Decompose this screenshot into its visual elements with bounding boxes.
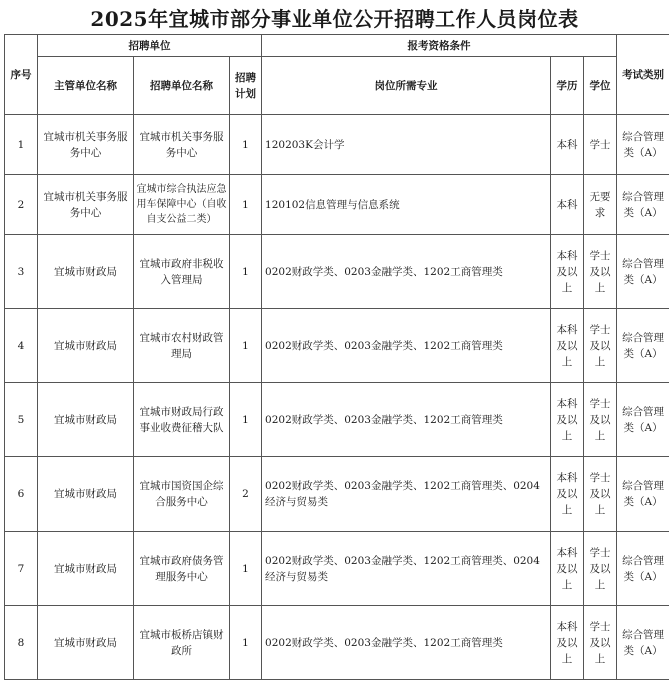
table-row <box>5 115 669 175</box>
cell-major: 0202财政学类、0203金融学类、1202工商管理类、0204经济与贸易类 <box>262 532 551 606</box>
cell-education: 本科及以上 <box>551 309 584 383</box>
cell-education: 本科及以上 <box>551 606 584 680</box>
cell-exam: 综合管理类（A） <box>617 383 669 457</box>
positions-table <box>4 34 669 680</box>
header-plan: 招聘计划 <box>230 57 262 115</box>
cell-seq: 1 <box>5 115 38 175</box>
table-row <box>5 606 669 680</box>
cell-unit: 宜城市政府非税收入管理局 <box>134 235 230 309</box>
cell-plan: 1 <box>230 115 262 175</box>
header-degree: 学位 <box>584 57 617 115</box>
cell-seq: 6 <box>5 457 38 532</box>
cell-plan: 1 <box>230 532 262 606</box>
table-row <box>5 383 669 457</box>
header-seq: 序号 <box>5 35 38 115</box>
cell-supervisor: 宜城市财政局 <box>38 383 134 457</box>
cell-major: 120102信息管理与信息系统 <box>262 175 551 235</box>
table-row <box>5 532 669 606</box>
cell-seq: 7 <box>5 532 38 606</box>
cell-major: 120203K会计学 <box>262 115 551 175</box>
cell-degree: 学士及以上 <box>584 235 617 309</box>
cell-plan: 1 <box>230 606 262 680</box>
cell-unit: 宜城市板桥店镇财政所 <box>134 606 230 680</box>
cell-plan: 1 <box>230 175 262 235</box>
cell-education: 本科及以上 <box>551 235 584 309</box>
page-title: 2025年宜城市部分事业单位公开招聘工作人员岗位表 <box>90 7 579 31</box>
table-row <box>5 309 669 383</box>
cell-education: 本科及以上 <box>551 532 584 606</box>
cell-degree: 学士及以上 <box>584 457 617 532</box>
cell-supervisor: 宜城市财政局 <box>38 457 134 532</box>
cell-degree: 无要求 <box>584 175 617 235</box>
cell-exam: 综合管理类（A） <box>617 309 669 383</box>
cell-supervisor: 宜城市机关事务服务中心 <box>38 115 134 175</box>
cell-exam: 综合管理类（A） <box>617 606 669 680</box>
header-unit: 招聘单位名称 <box>134 57 230 115</box>
cell-plan: 2 <box>230 457 262 532</box>
cell-education: 本科及以上 <box>551 457 584 532</box>
cell-degree: 学士及以上 <box>584 309 617 383</box>
cell-supervisor: 宜城市财政局 <box>38 532 134 606</box>
cell-major: 0202财政学类、0203金融学类、1202工商管理类 <box>262 235 551 309</box>
cell-major: 0202财政学类、0203金融学类、1202工商管理类、0204经济与贸易类 <box>262 457 551 532</box>
cell-major: 0202财政学类、0203金融学类、1202工商管理类 <box>262 309 551 383</box>
cell-unit: 宜城市综合执法应急用车保障中心（自收自支公益二类） <box>134 175 230 235</box>
cell-exam: 综合管理类（A） <box>617 175 669 235</box>
cell-exam: 综合管理类（A） <box>617 457 669 532</box>
header-education: 学历 <box>551 57 584 115</box>
cell-unit: 宜城市财政局行政事业收费征稽大队 <box>134 383 230 457</box>
header-major: 岗位所需专业 <box>262 57 551 115</box>
cell-exam: 综合管理类（A） <box>617 235 669 309</box>
cell-seq: 4 <box>5 309 38 383</box>
cell-supervisor: 宜城市财政局 <box>38 606 134 680</box>
cell-exam: 综合管理类（A） <box>617 115 669 175</box>
cell-degree: 学士及以上 <box>584 606 617 680</box>
cell-major: 0202财政学类、0203金融学类、1202工商管理类 <box>262 606 551 680</box>
cell-seq: 2 <box>5 175 38 235</box>
cell-seq: 8 <box>5 606 38 680</box>
header-supervisor: 主管单位名称 <box>38 57 134 115</box>
cell-seq: 5 <box>5 383 38 457</box>
cell-supervisor: 宜城市机关事务服务中心 <box>38 175 134 235</box>
cell-unit: 宜城市国资国企综合服务中心 <box>134 457 230 532</box>
cell-education: 本科 <box>551 115 584 175</box>
cell-plan: 1 <box>230 383 262 457</box>
cell-unit: 宜城市农村财政管理局 <box>134 309 230 383</box>
table-row <box>5 175 669 235</box>
cell-degree: 学士及以上 <box>584 383 617 457</box>
cell-unit: 宜城市机关事务服务中心 <box>134 115 230 175</box>
cell-supervisor: 宜城市财政局 <box>38 309 134 383</box>
header-group-unit: 招聘单位 <box>38 35 262 57</box>
cell-plan: 1 <box>230 309 262 383</box>
cell-degree: 学士及以上 <box>584 532 617 606</box>
cell-plan: 1 <box>230 235 262 309</box>
header-exam-type: 考试类别 <box>617 35 669 115</box>
table-row <box>5 457 669 532</box>
table-row <box>5 235 669 309</box>
cell-seq: 3 <box>5 235 38 309</box>
cell-degree: 学士 <box>584 115 617 175</box>
cell-education: 本科 <box>551 175 584 235</box>
cell-exam: 综合管理类（A） <box>617 532 669 606</box>
cell-education: 本科及以上 <box>551 383 584 457</box>
header-group-qual: 报考资格条件 <box>262 35 617 57</box>
cell-supervisor: 宜城市财政局 <box>38 235 134 309</box>
cell-unit: 宜城市政府债务管理服务中心 <box>134 532 230 606</box>
cell-major: 0202财政学类、0203金融学类、1202工商管理类 <box>262 383 551 457</box>
